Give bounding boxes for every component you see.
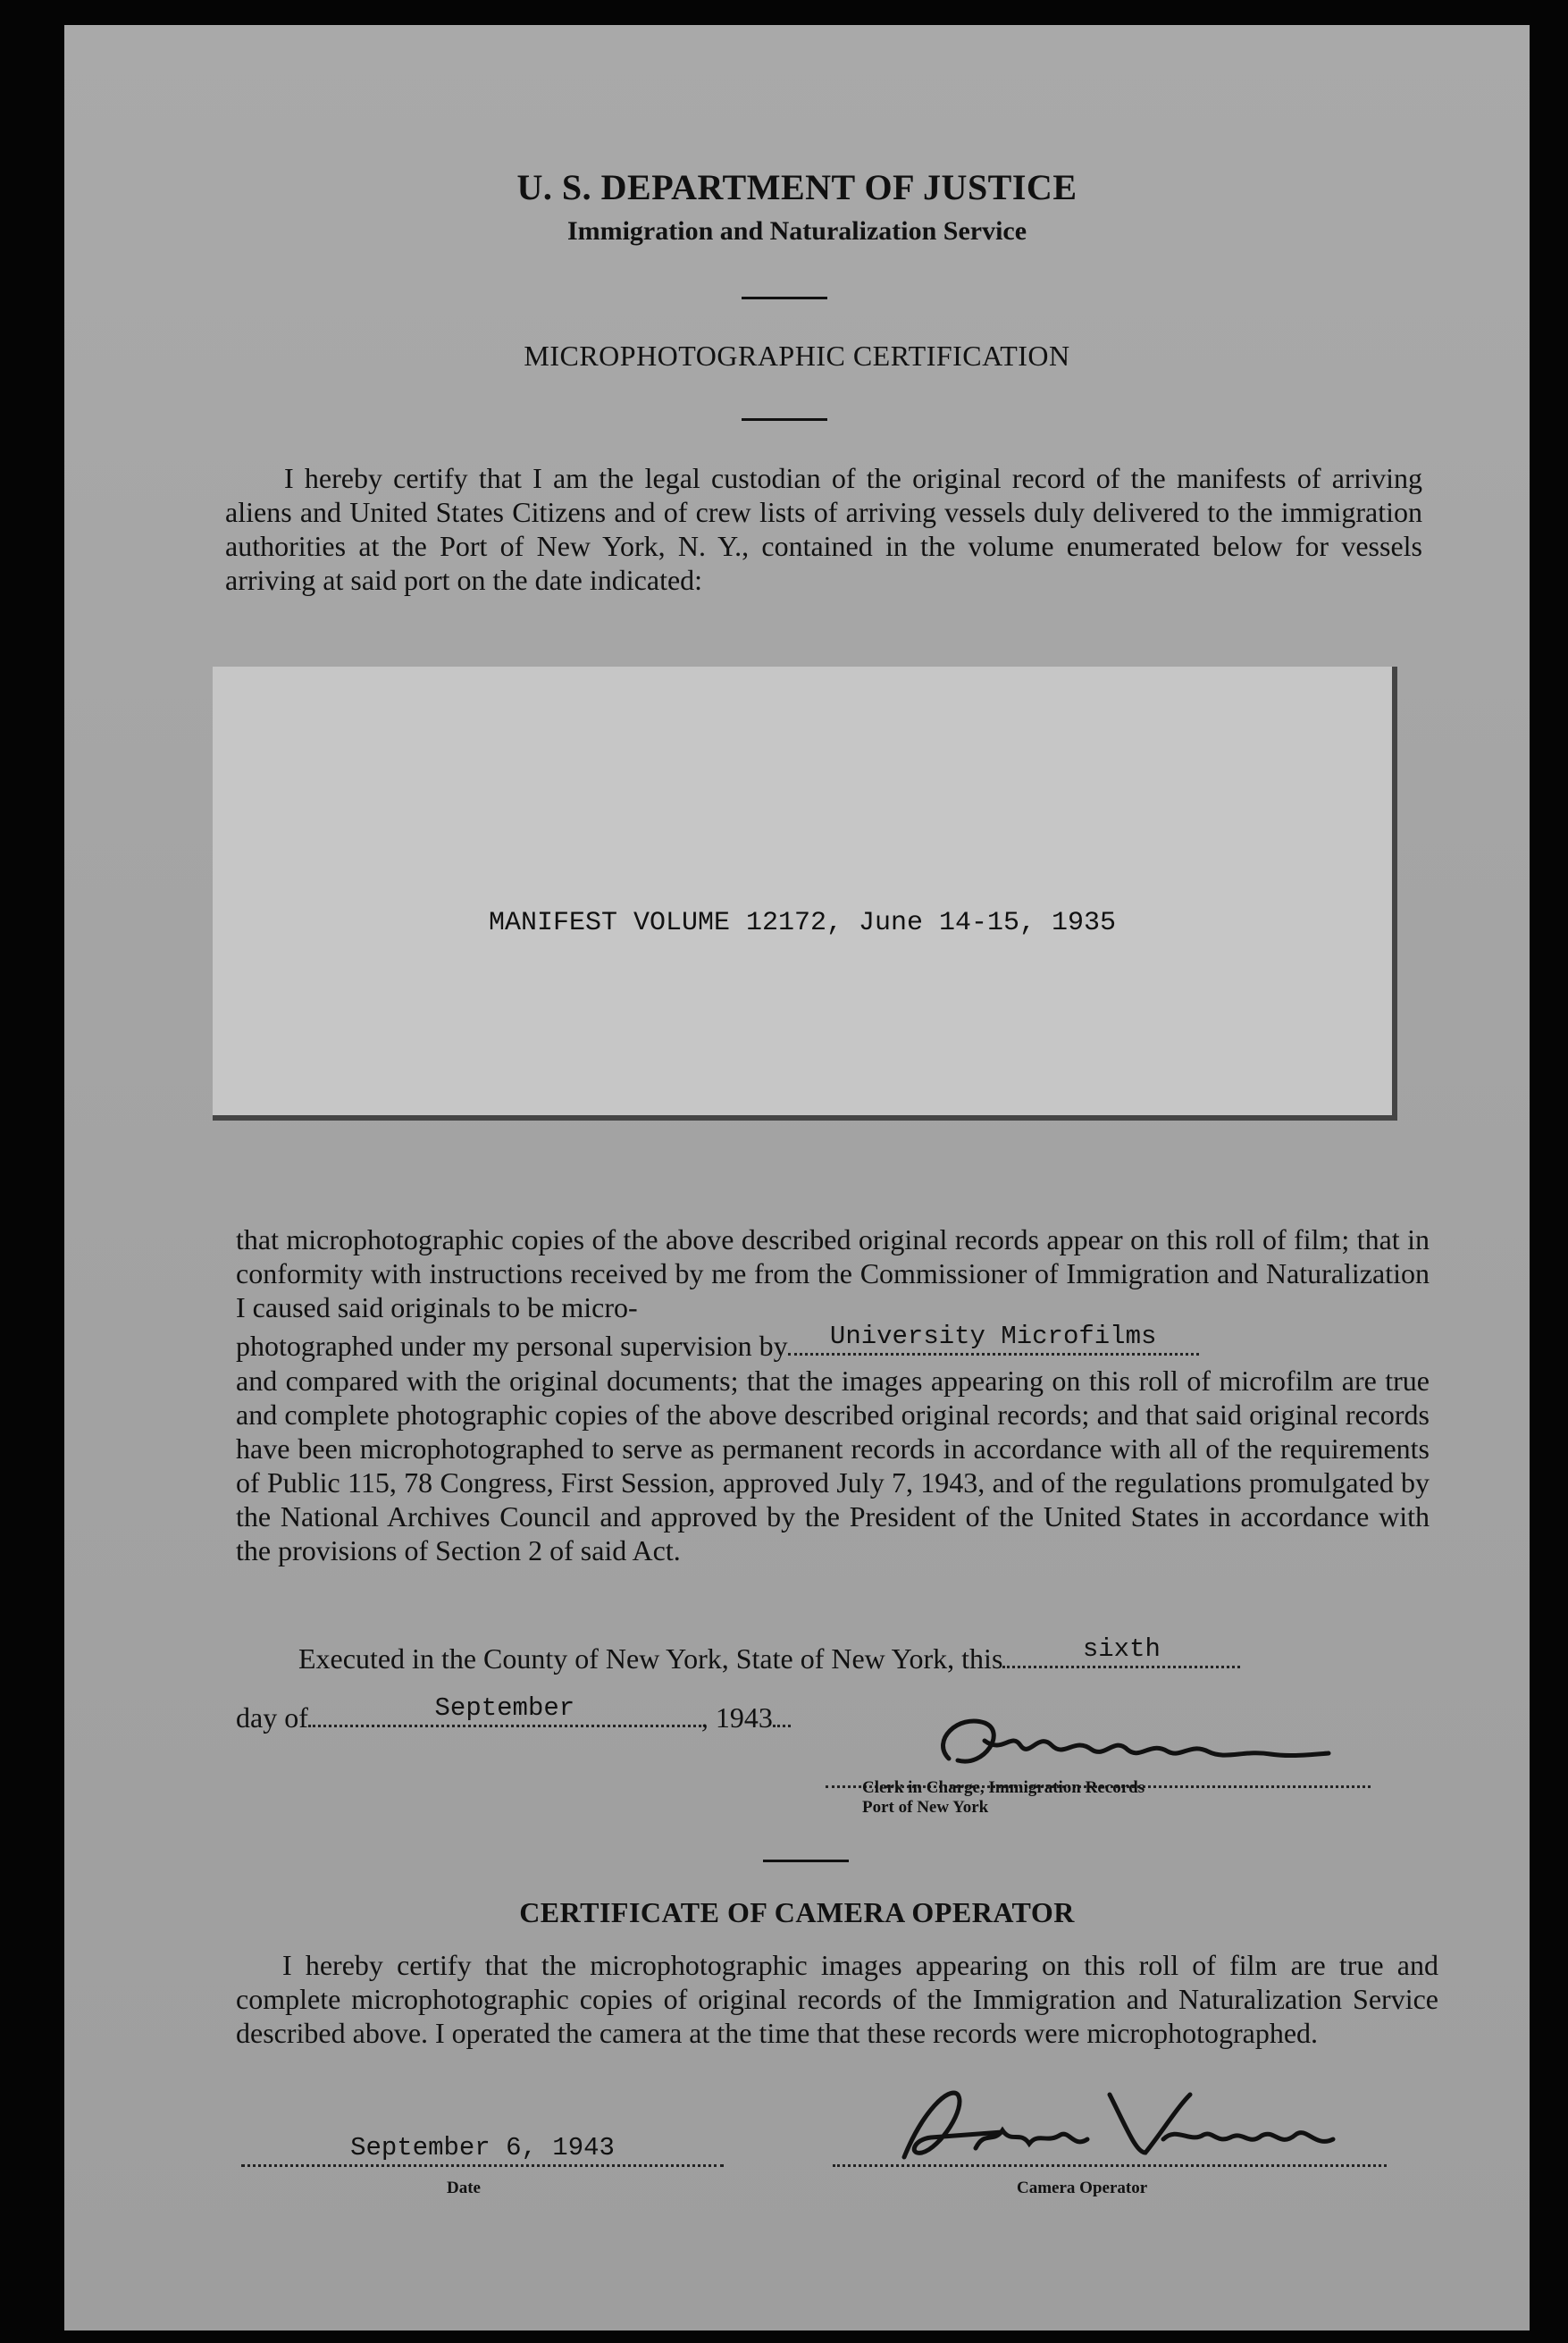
photographed-by-prefix: photographed under my personal supervision by <box>236 1330 788 1362</box>
year-dots <box>773 1700 791 1727</box>
operator-signature <box>868 2077 1369 2175</box>
film-copies-paragraph: that microphotographic copies of the above described original records appear on this roll of film; that in conformity with instructions received by me from the Commissioner of Immigration and Naturalization I caused said originals to be micro- <box>236 1223 1430 1323</box>
clerk-port: Port of New York <box>862 1798 989 1817</box>
year-label: , 1943 <box>700 1701 773 1734</box>
department-heading: U. S. DEPARTMENT OF JUSTICE <box>516 167 1077 207</box>
month-field <box>308 1693 701 1727</box>
camera-operator-label: Camera Operator <box>1017 2179 1148 2197</box>
photographed-by-line <box>236 1322 1199 1363</box>
date-label: Date <box>447 2179 481 2197</box>
clerk-title: Clerk in Charge, Immigration Records <box>862 1778 1145 1797</box>
manifest-volume-label: MANIFEST VOLUME 12172, June 14-15, 1935 <box>488 908 1117 938</box>
date-field <box>241 2133 724 2167</box>
photographed-by-value: University Microfilms <box>829 1322 1157 1351</box>
day-value: sixth <box>1082 1634 1161 1664</box>
certification-title: MICROPHOTOGRAPHIC CERTIFICATION <box>524 340 1070 372</box>
manifest-volume-card <box>213 667 1397 1121</box>
document-page <box>64 25 1530 2330</box>
executed-prefix: Executed in the County of New York, State of New York, this <box>298 1642 1003 1675</box>
divider-rule <box>742 418 827 421</box>
camera-certificate-heading: CERTIFICATE OF CAMERA OPERATOR <box>519 1896 1075 1928</box>
camera-certificate-paragraph: I hereby certify that the microphotographic images appearing on this roll of film are true and complete microphotographic copies of original records of the Immigration and Naturalization Service described above. I operated the camera at the time that these records were microphotographed. <box>236 1949 1438 2049</box>
day-of-line <box>236 1693 791 1734</box>
custodian-paragraph: I hereby certify that I am the legal custodian of the original record of the manifests of arriving aliens and United States Citizens and of crew lists of arriving vessels duly delivered to the immigration authorities at the Port of New York, N. Y., contained in the volume enumerated below for vessels arriving at said port on the date indicated: <box>225 462 1422 596</box>
date-value: September 6, 1943 <box>350 2133 615 2162</box>
photographed-by-field <box>788 1322 1199 1356</box>
day-of-label: day of <box>236 1701 308 1734</box>
executed-line <box>298 1634 1240 1675</box>
compliance-paragraph: and compared with the original documents; that the images appearing on this roll of microfilm are true and complete photographic copies of the above described original records; and that said original records have been microphotographed to serve as permanent records in accordance with all of the requirements of Public 115, 78 Congress, First Session, approved July 7, 1943, and of the regulations promulgated by the National Archives Council and approved by the President of the United States in accordance with the provisions of Section 2 of said Act. <box>236 1365 1430 1566</box>
service-subheading: Immigration and Naturalization Service <box>566 216 1027 246</box>
month-value: September <box>434 1693 575 1723</box>
divider-rule <box>763 1860 849 1862</box>
day-field <box>1002 1634 1240 1668</box>
divider-rule <box>742 297 827 299</box>
clerk-signature <box>922 1705 1342 1785</box>
